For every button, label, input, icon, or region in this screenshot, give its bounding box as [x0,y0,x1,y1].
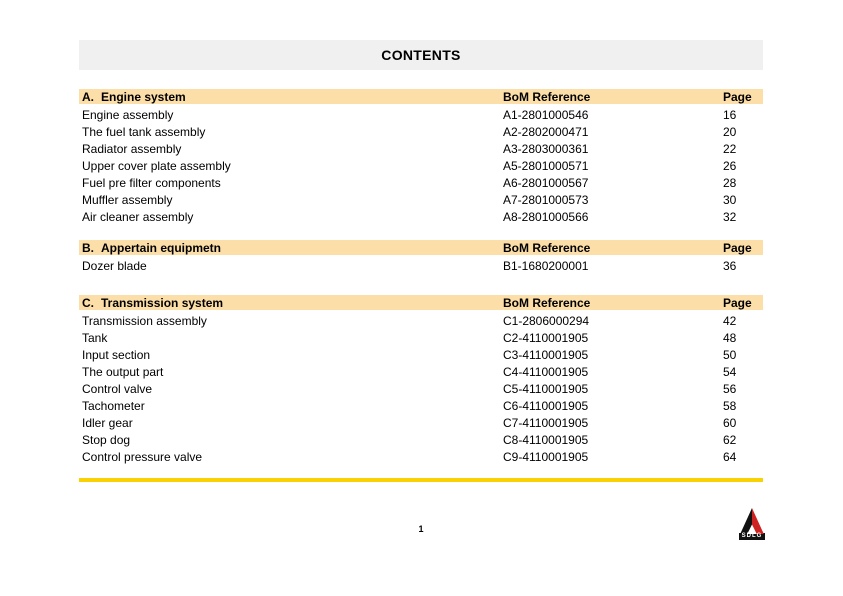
toc-section [79,295,763,465]
page-value: 62 [723,432,737,447]
page-value: 28 [723,175,737,190]
section-letter: C. [82,295,94,310]
sdlg-triangle-icon [740,508,764,534]
toc-row [79,431,763,448]
section-rows [79,310,763,465]
toc-row [79,363,763,380]
bom-reference-value: C9-4110001905 [503,449,589,464]
bom-reference-value: A8-2801000566 [503,209,589,224]
bom-reference-value: A7-2801000573 [503,192,589,207]
page-column-header: Page [723,295,752,310]
page-value: 50 [723,347,737,362]
toc-row [79,257,763,274]
page-footer [79,482,763,592]
sdlg-logo [739,508,765,540]
bom-reference-column-header: BoM Reference [503,89,591,104]
toc-row [79,106,763,123]
bom-reference-value: C5-4110001905 [503,381,589,396]
section-title: Engine system [101,89,186,104]
item-name: Engine assembly [82,107,174,122]
bom-reference-value: A5-2801000571 [503,158,589,173]
section-header-bar [79,240,763,255]
section-letter: A. [82,89,94,104]
page-value: 56 [723,381,737,396]
page-value: 60 [723,415,737,430]
section-title: Appertain equipmetn [101,240,222,255]
item-name: Muffler assembly [82,192,173,207]
section-rows [79,104,763,225]
toc-section [79,89,763,225]
item-name: Transmission assembly [82,313,207,328]
bom-reference-value: A6-2801000567 [503,175,589,190]
bom-reference-value: A1-2801000546 [503,107,589,122]
bom-reference-value: C1-2806000294 [503,313,590,328]
sdlg-logo-text: SDLG [739,533,765,540]
bom-reference-value: A2-2802000471 [503,124,589,139]
page-value: 22 [723,141,737,156]
page-number: 1 [418,524,424,534]
page-value: 36 [723,258,737,273]
item-name: Dozer blade [82,258,147,273]
toc-row [79,312,763,329]
page-value: 26 [723,158,737,173]
toc-row [79,380,763,397]
item-name: Idler gear [82,415,133,430]
item-name: Fuel pre filter components [82,175,221,190]
page-title: CONTENTS [79,40,763,70]
toc-row [79,174,763,191]
item-name: The fuel tank assembly [82,124,206,139]
page-value: 30 [723,192,737,207]
page-value: 64 [723,449,737,464]
toc-row [79,123,763,140]
page-value: 20 [723,124,737,139]
item-name: Control valve [82,381,153,396]
bom-reference-value: C4-4110001905 [503,364,589,379]
page-value: 54 [723,364,737,379]
section-title: Transmission system [101,295,224,310]
section-header-bar [79,89,763,104]
toc-row [79,208,763,225]
toc-row [79,329,763,346]
bom-reference-value: C3-4110001905 [503,347,589,362]
bom-reference-value: C7-4110001905 [503,415,589,430]
toc-row [79,157,763,174]
bom-reference-column-header: BoM Reference [503,295,591,310]
bom-reference-value: A3-2803000361 [503,141,589,156]
bom-reference-value: C6-4110001905 [503,398,589,413]
page-value: 16 [723,107,737,122]
item-name: Control pressure valve [82,449,203,464]
toc-row [79,414,763,431]
page-value: 58 [723,398,737,413]
item-name: Tank [82,330,108,345]
item-name: Stop dog [82,432,131,447]
toc-section [79,240,763,274]
section-header-bar [79,295,763,310]
bom-reference-value: B1-1680200001 [503,258,589,273]
item-name: Tachometer [82,398,145,413]
item-name: Upper cover plate assembly [82,158,231,173]
toc-row [79,448,763,465]
section-letter: B. [82,240,94,255]
contents-page [79,0,763,592]
toc-row [79,191,763,208]
bom-reference-value: C2-4110001905 [503,330,589,345]
page-value: 32 [723,209,737,224]
item-name: Air cleaner assembly [82,209,194,224]
page-column-header: Page [723,89,752,104]
page-value: 48 [723,330,737,345]
bom-reference-value: C8-4110001905 [503,432,589,447]
item-name: Input section [82,347,151,362]
toc-row [79,397,763,414]
toc-row [79,140,763,157]
page-value: 42 [723,313,737,328]
item-name: The output part [82,364,164,379]
page-column-header: Page [723,240,752,255]
section-rows [79,255,763,274]
item-name: Radiator assembly [82,141,182,156]
toc-sections-container [79,89,763,465]
bom-reference-column-header: BoM Reference [503,240,591,255]
toc-row [79,346,763,363]
